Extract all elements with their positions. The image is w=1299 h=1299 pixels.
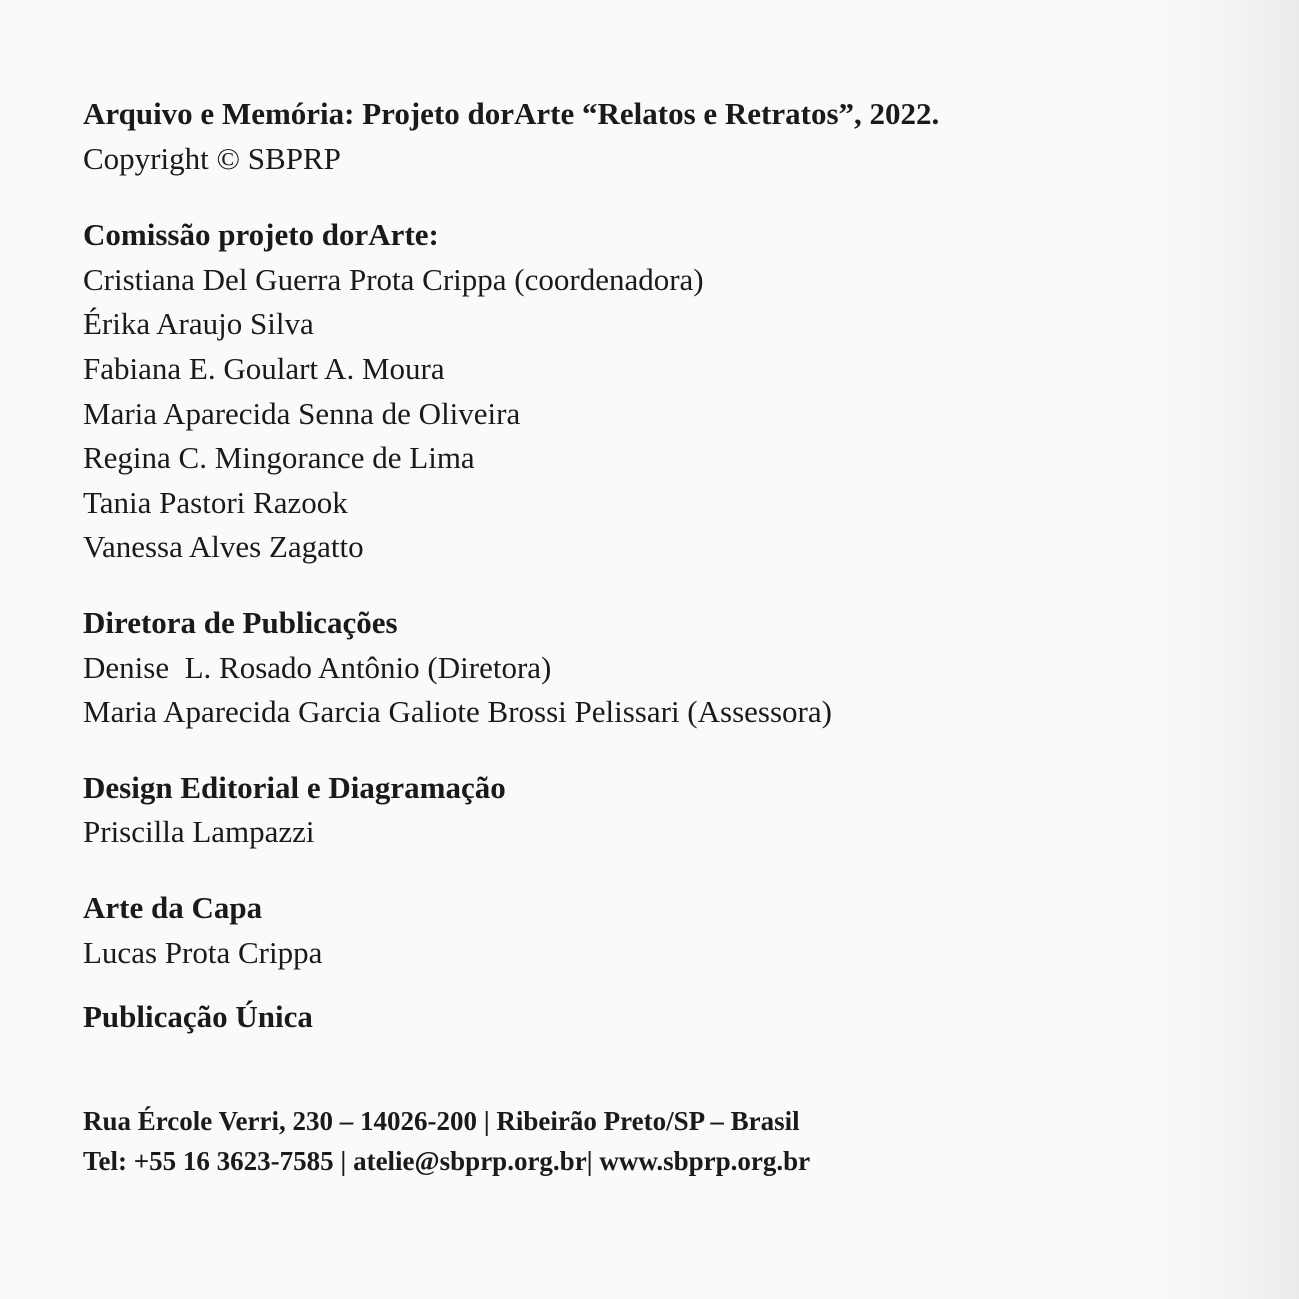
design-name: Priscilla Lampazzi — [83, 814, 315, 850]
commission-member: Érika Araujo Silva — [83, 306, 314, 342]
commission-member: Maria Aparecida Senna de Oliveira — [83, 395, 521, 431]
cover-art-name: Lucas Prota Crippa — [83, 934, 323, 970]
commission-member: Regina C. Mingorance de Lima — [83, 440, 475, 476]
commission-block — [83, 213, 1233, 570]
design-heading: Design Editorial e Diagramação — [83, 769, 506, 805]
cover-art-block — [83, 886, 1233, 975]
commission-member: Vanessa Alves Zagatto — [83, 529, 364, 565]
publications-block — [83, 601, 1233, 735]
publications-heading: Diretora de Publicações — [83, 604, 398, 640]
footer-contact-line: Tel: +55 16 3623-7585 | atelie@sbprp.org.br| www.sbprp.org.br — [83, 1146, 811, 1176]
single-publication-block — [83, 995, 1233, 1040]
footer-contact — [83, 1101, 810, 1181]
commission-member: Tania Pastori Razook — [83, 484, 348, 520]
colophon-page — [83, 92, 1233, 1040]
book-title: Arquivo e Memória: Projeto dorArte “Relatos e Retratos”, 2022. — [83, 96, 940, 131]
commission-member: Fabiana E. Goulart A. Moura — [83, 350, 445, 386]
footer-address: Rua Ércole Verri, 230 – 14026-200 | Ribeirão Preto/SP – Brasil — [83, 1106, 800, 1136]
copyright-line: Copyright © SBPRP — [83, 140, 341, 176]
commission-heading: Comissão projeto dorArte: — [83, 217, 439, 253]
title-block — [83, 92, 1233, 181]
single-publication-heading: Publicação Única — [83, 999, 313, 1035]
publications-member: Maria Aparecida Garcia Galiote Brossi Pelissari (Assessora) — [83, 694, 832, 730]
cover-art-heading: Arte da Capa — [83, 889, 263, 925]
commission-member: Cristiana Del Guerra Prota Crippa (coordenadora) — [83, 261, 704, 297]
design-block — [83, 766, 1233, 855]
publications-member: Denise L. Rosado Antônio (Diretora) — [83, 649, 552, 685]
